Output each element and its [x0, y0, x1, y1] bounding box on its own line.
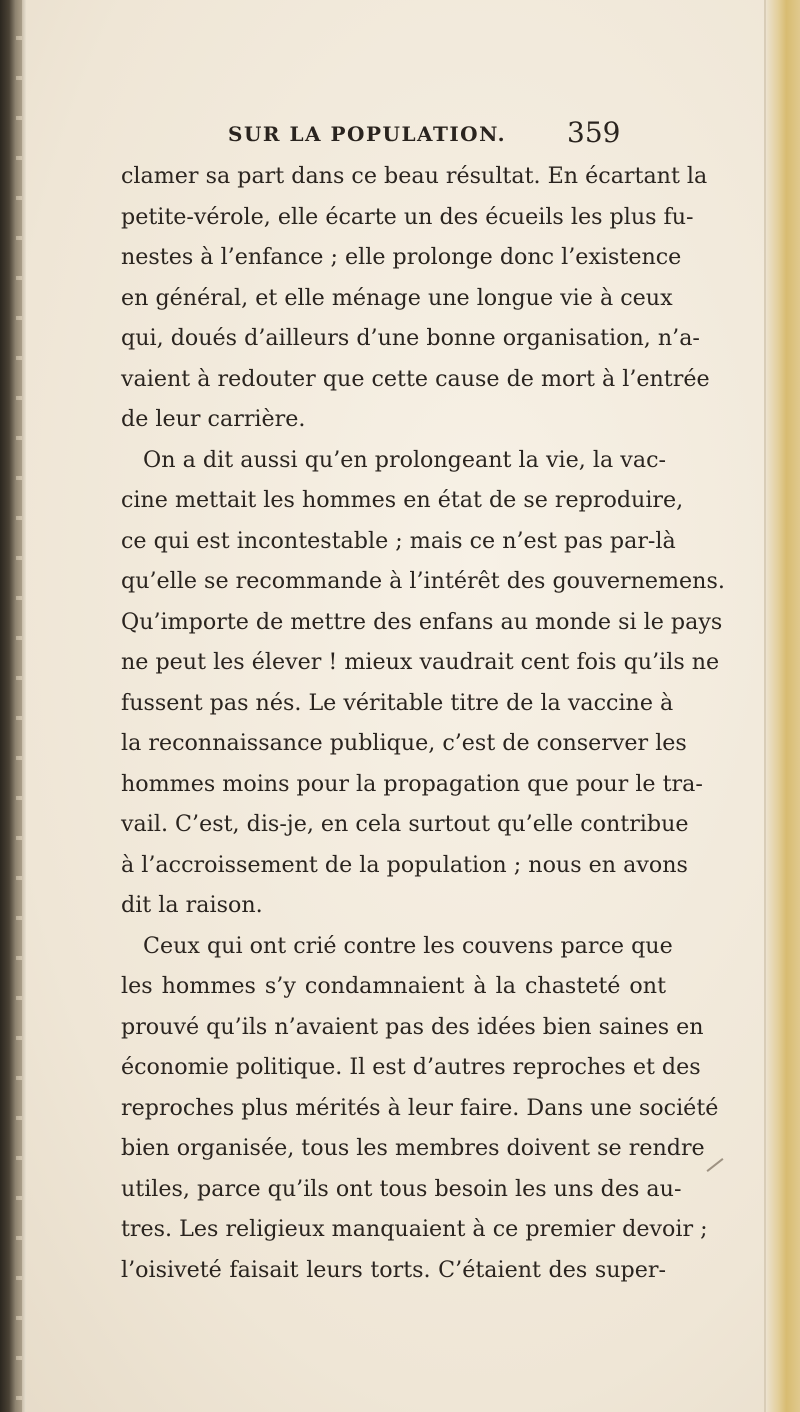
- page-right-edge: [766, 0, 800, 1412]
- text-line: dit la raison.: [121, 892, 263, 918]
- text-line: On a dit aussi qu’en prolongeant la vie, la vac-: [143, 446, 666, 473]
- text-line: ce qui est incontestable ; mais ce n’est pas par-là: [121, 527, 676, 554]
- text-line: à l’accroissement de la population ; nous en avons: [121, 851, 688, 878]
- text-line: clamer sa part dans ce beau résultat. En écartant la: [121, 163, 708, 189]
- running-head: SUR LA POPULATION.: [228, 122, 507, 146]
- text-line: fussent pas nés. Le véritable titre de la vaccine à: [121, 689, 674, 716]
- text-line: vail. C’est, dis-je, en cela surtout qu’elle contribue: [121, 811, 689, 837]
- text-line: qu’elle se recommande à l’intérêt des gouvernemens.: [121, 568, 725, 594]
- text-line: reproches plus mérités à leur faire. Dans une société: [121, 1094, 719, 1121]
- text-line: en général, et elle ménage une longue vie à ceux: [121, 284, 673, 311]
- text-line: de leur carrière.: [121, 406, 306, 432]
- text-line: tres. Les religieux manquaient à ce premier devoir ;: [121, 1216, 708, 1242]
- text-line: économie politique. Il est d’autres reproches et des: [121, 1054, 701, 1080]
- text-line: utiles, parce qu’ils ont tous besoin les uns des au-: [121, 1175, 682, 1202]
- text-line: la reconnaissance publique, c’est de conserver les: [121, 730, 687, 756]
- text-line: petite-vérole, elle écarte un des écueils les plus fu-: [121, 203, 694, 230]
- page-number: 359: [567, 116, 621, 149]
- text-line: Ceux qui ont crié contre les couvens parce que: [143, 932, 673, 959]
- text-line: l’oisiveté faisait leurs torts. C’étaient des super-: [121, 1256, 666, 1283]
- text-line: nestes à l’enfance ; elle prolonge donc l’existence: [121, 244, 682, 270]
- body-text: [121, 156, 725, 1290]
- text-line: bien organisée, tous les membres doivent se rendre: [121, 1135, 705, 1161]
- text-line: vaient à redouter que cette cause de mort à l’entrée: [121, 365, 710, 392]
- text-line: qui, doués d’ailleurs d’une bonne organisation, n’a-: [121, 325, 700, 351]
- text-line: hommes moins pour la propagation que pour le tra-: [121, 770, 703, 797]
- page-header: [0, 118, 800, 158]
- book-binding-edge: [0, 0, 26, 1412]
- text-line: Qu’importe de mettre des enfans au monde si le pays: [121, 608, 723, 635]
- pencil-mark: [707, 1158, 724, 1172]
- text-line: cine mettait les hommes en état de se reproduire,: [121, 487, 684, 513]
- text-line: ne peut les élever ! mieux vaudrait cent fois qu’ils ne: [121, 649, 720, 675]
- text-line: prouvé qu’ils n’avaient pas des idées bien saines en: [121, 1013, 704, 1040]
- text-line: les hommes s’y condamnaient à la chasteté ont: [121, 973, 666, 999]
